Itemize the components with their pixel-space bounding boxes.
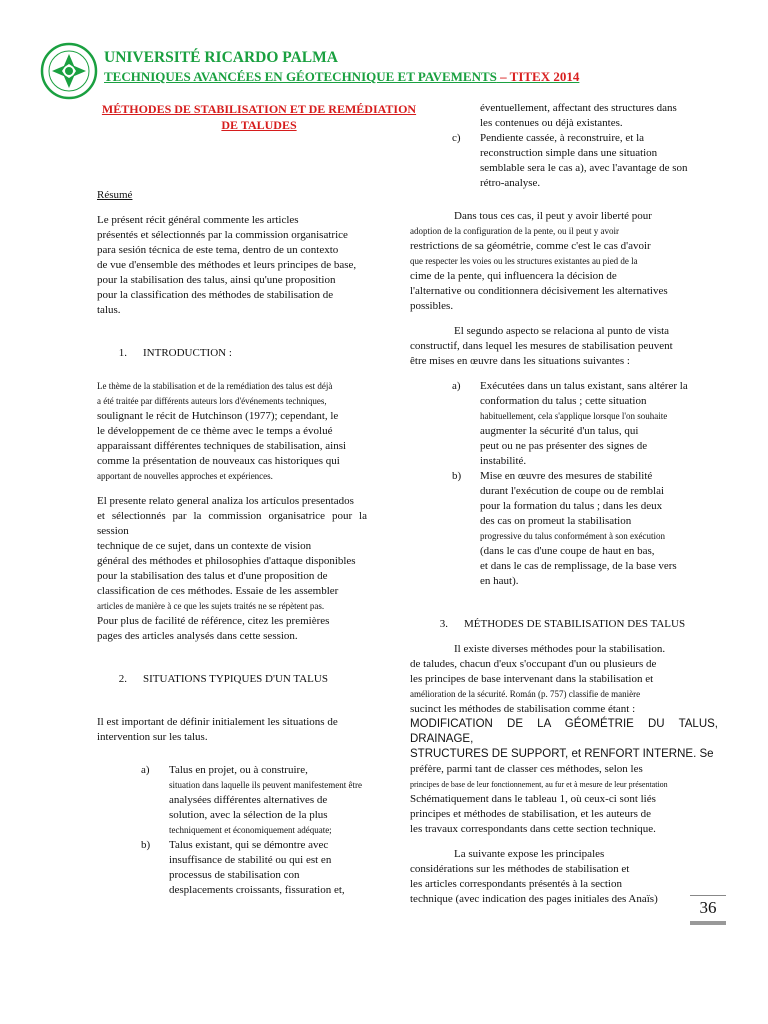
paragraph-exposes <box>410 847 718 907</box>
section-number: 3. <box>439 618 448 630</box>
university-seal-logo <box>40 42 98 100</box>
intro-line: apparaissant différentes techniques de stabilisation, ainsi <box>97 440 347 452</box>
list-item-a <box>97 763 367 838</box>
paragraph-line: les travaux correspondants dans cette section technique. <box>410 823 656 835</box>
list-label: b) <box>452 470 462 482</box>
list-line: Talus en projet, ou à construire, <box>169 764 308 776</box>
paragraph-methods <box>410 642 718 837</box>
intro2-line: classification de ces méthodes. Essaie de les assembler <box>97 585 339 597</box>
paragraph-cases <box>410 209 718 314</box>
intro-paragraph <box>97 379 367 484</box>
intro-line: a été traitée par différents auteurs lors d'événements techniques, <box>97 396 327 406</box>
paragraph-line: possibles. <box>410 300 454 312</box>
continued-line: les contenues ou déjà existantes. <box>480 117 623 129</box>
left-column <box>97 188 367 898</box>
list-line: des cas on promeut la stabilisation <box>480 515 632 527</box>
list-line: Talus existant, qui se démontre avec <box>169 839 329 851</box>
situations-line: Il est important de définir initialement les situations de <box>97 716 338 728</box>
list-line: Pendiente cassée, à reconstruire, et la <box>480 132 645 144</box>
paragraph-line-caps: MODIFICATION DE LA GÉOMÉTRIE DU TALUS, DRAINAGE, <box>410 718 718 745</box>
list-line: situation dans laquelle ils peuvent manifestement être <box>169 780 362 790</box>
list-label: a) <box>141 764 150 776</box>
resume-line: para sesión técnica de este tema, dentro de un contexto <box>97 244 339 256</box>
paragraph-line: cime de la pente, qui influencera la décision de <box>410 270 617 282</box>
paragraph-line: considérations sur les méthodes de stabilisation et <box>410 863 630 875</box>
section-number: 2. <box>118 673 127 685</box>
paragraph-line: La suivante expose les principales <box>454 848 605 860</box>
list-label: a) <box>452 380 461 392</box>
university-name: UNIVERSITÉ RICARDO PALMA <box>104 49 338 66</box>
list-line: Mise en œuvre des mesures de stabilité <box>480 470 653 482</box>
page-number: 36 <box>699 898 717 917</box>
intro-line: le développement de ce thème avec le temps a évolué <box>97 425 333 437</box>
intro-line: comme la présentation de nouveaux cas historiques qui <box>97 455 340 467</box>
intro-line: Le thème de la stabilisation et de la remédiation des talus est déjà <box>97 381 333 391</box>
resume-paragraph <box>97 213 367 318</box>
section-title: MÉTHODES DE STABILISATION DES TALUS <box>464 618 686 630</box>
section-heading-situations <box>97 672 367 687</box>
paragraph-line: Il existe diverses méthodes pour la stabilisation. <box>454 643 666 655</box>
intro2-line: et sélectionnés par la commission organisatrice pour la session <box>97 510 367 537</box>
section-heading-methods <box>410 617 718 632</box>
intro2-line: El presente relato general analiza los artículos presentados <box>97 495 354 507</box>
resume-line: talus. <box>97 304 121 316</box>
intro2-line: pour la stabilisation des talus et d'une proposition de <box>97 570 328 582</box>
paragraph-line: El segundo aspecto se relaciona al punto de vista <box>454 325 670 337</box>
list-item-a <box>410 379 718 469</box>
page-number-rule-top <box>690 895 726 896</box>
intro2-line: articles de manière à ce que les sujets traités ne se répètent pas. <box>97 601 325 611</box>
list-body <box>480 131 718 191</box>
resume-line: pour la stabilisation des talus, ainsi qu'une proposition <box>97 274 336 286</box>
resume-heading: Résumé <box>97 189 133 201</box>
document-title: MÉTHODES DE STABILISATION ET DE REMÉDIATION DE TALUDES <box>101 102 417 132</box>
course-name: TECHNIQUES AVANCÉES EN GÉOTECHNIQUE ET PAVEMENTS <box>104 69 497 84</box>
list-line: progressive du talus conformément à son exécution <box>480 531 665 541</box>
paragraph-line: principes de base de leur fonctionnement, au fur et à mesure de leur présentation <box>410 780 668 789</box>
list-body <box>480 379 718 469</box>
list-line: durant l'exécution de coupe ou de remblai <box>480 485 665 497</box>
list-item-c <box>410 131 718 191</box>
list-line: augmenter la sécurité d'un talus, qui <box>480 425 639 437</box>
list-line: reconstruction simple dans une situation <box>480 147 658 159</box>
continued-line: éventuellement, affectant des structures dans <box>480 102 677 114</box>
paragraph-line-caps: STRUCTURES DE SUPPORT, et RENFORT INTERNE. Se <box>410 748 714 760</box>
course-title <box>104 69 579 85</box>
resume-line: de vue d'ensemble des méthodes et leurs principes de base, <box>97 259 357 271</box>
paragraph-line: Schématiquement dans le tableau 1, où ceux-ci sont liés <box>410 793 656 805</box>
continued-item <box>410 101 718 131</box>
list-line: insuffisance de stabilité ou qui est en <box>169 854 332 866</box>
list-line: (dans le cas d'une coupe de haut en bas, <box>480 545 655 557</box>
paragraph-line: Dans tous ces cas, il peut y avoir liberté pour <box>454 210 652 222</box>
list-line: solution, avec la sélection de la plus <box>169 809 328 821</box>
list-label: b) <box>141 839 151 851</box>
list-line: semblable sera le cas a), avec l'avantage de son <box>480 162 688 174</box>
intro2-line: pages des articles analysés dans cette session. <box>97 630 298 642</box>
paragraph-line: sucinct les méthodes de stabilisation comme étant : <box>410 703 636 715</box>
paragraph-constructive <box>410 324 718 369</box>
paragraph-line: constructif, dans lequel les mesures de stabilisation peuvent <box>410 340 673 352</box>
list-line: techniquement et économiquement adéquate; <box>169 825 332 835</box>
situations-line: intervention sur les talus. <box>97 731 208 743</box>
paragraph-line: préfère, parmi tant de classer ces méthodes, selon les <box>410 763 643 775</box>
resume-line: pour la classification des méthodes de stabilisation de <box>97 289 334 301</box>
resume-line: Le présent récit général commente les articles <box>97 214 299 226</box>
list-line: conformation du talus ; cette situation <box>480 395 647 407</box>
list-line: analysées différentes alternatives de <box>169 794 328 806</box>
list-line: peut ou ne pas présenter des signes de <box>480 440 648 452</box>
paragraph-line: les principes de base intervenant dans la stabilisation et <box>410 673 654 685</box>
intro-line: soulignant le récit de Hutchinson (1977); cependant, le <box>97 410 339 422</box>
paragraph-line: être mises en œuvre dans les situations suivantes : <box>410 355 630 367</box>
paragraph-line: amélioration de la sécurité. Román (p. 757) classifie de manière <box>410 689 641 699</box>
list-line: pour la formation du talus ; dans les deux <box>480 500 663 512</box>
section-title: SITUATIONS TYPIQUES D'UN TALUS <box>143 673 328 685</box>
list-body <box>169 763 367 838</box>
paragraph-line: que respecter les voies ou les structures existantes au pied de la <box>410 256 638 266</box>
intro-paragraph-2 <box>97 494 367 644</box>
paragraph-line: restrictions de sa géométrie, comme c'est le cas d'avoir <box>410 240 651 252</box>
paragraph-line: technique (avec indication des pages initiales des Anaïs) <box>410 893 658 905</box>
intro-line: apportant de nouvelles approches et expériences. <box>97 471 273 481</box>
section-number: 1. <box>118 347 127 359</box>
list-line: desplacements croissants, fissuration et, <box>169 884 345 896</box>
list-line: habituellement, cela s'applique lorsque l'on souhaite <box>480 411 668 421</box>
paragraph-line: principes et méthodes de stabilisation, et les auteurs de <box>410 808 652 820</box>
list-item-b <box>97 838 367 898</box>
intro2-line: Pour plus de facilité de référence, citez les premières <box>97 615 330 627</box>
list-line: et dans le cas de remplissage, de la base vers <box>480 560 677 572</box>
list-body <box>169 838 367 898</box>
list-label: c) <box>452 132 461 144</box>
right-column <box>410 101 718 907</box>
list-item-b <box>410 469 718 589</box>
paragraph-line: de taludes, chacun d'eux s'occupant d'un ou plusieurs de <box>410 658 657 670</box>
section-heading-introduction <box>97 346 367 361</box>
list-line: en haut). <box>480 575 519 587</box>
list-line: rétro-analyse. <box>480 177 541 189</box>
resume-line: présentés et sélectionnés par la commission organisatrice <box>97 229 348 241</box>
list-line: processus de stabilisation con <box>169 869 300 881</box>
situations-paragraph <box>97 715 367 745</box>
paragraph-line: les articles correspondants présentés à la section <box>410 878 622 890</box>
paragraph-line: l'alternative ou conditionnera décisivement les alternatives <box>410 285 668 297</box>
course-suffix: – TITEX 2014 <box>496 69 580 84</box>
list-body <box>480 469 718 589</box>
intro2-line: technique de ce sujet, dans un contexte de vision <box>97 540 312 552</box>
section-title: INTRODUCTION : <box>143 347 232 359</box>
paragraph-line: adoption de la configuration de la pente, ou il peut y avoir <box>410 226 619 236</box>
intro2-line: général des méthodes et philosophies d'attaque disponibles <box>97 555 356 567</box>
list-line: Exécutées dans un talus existant, sans altérer la <box>480 380 688 392</box>
list-line: instabilité. <box>480 455 527 467</box>
page-number-rule-bottom <box>690 921 726 925</box>
